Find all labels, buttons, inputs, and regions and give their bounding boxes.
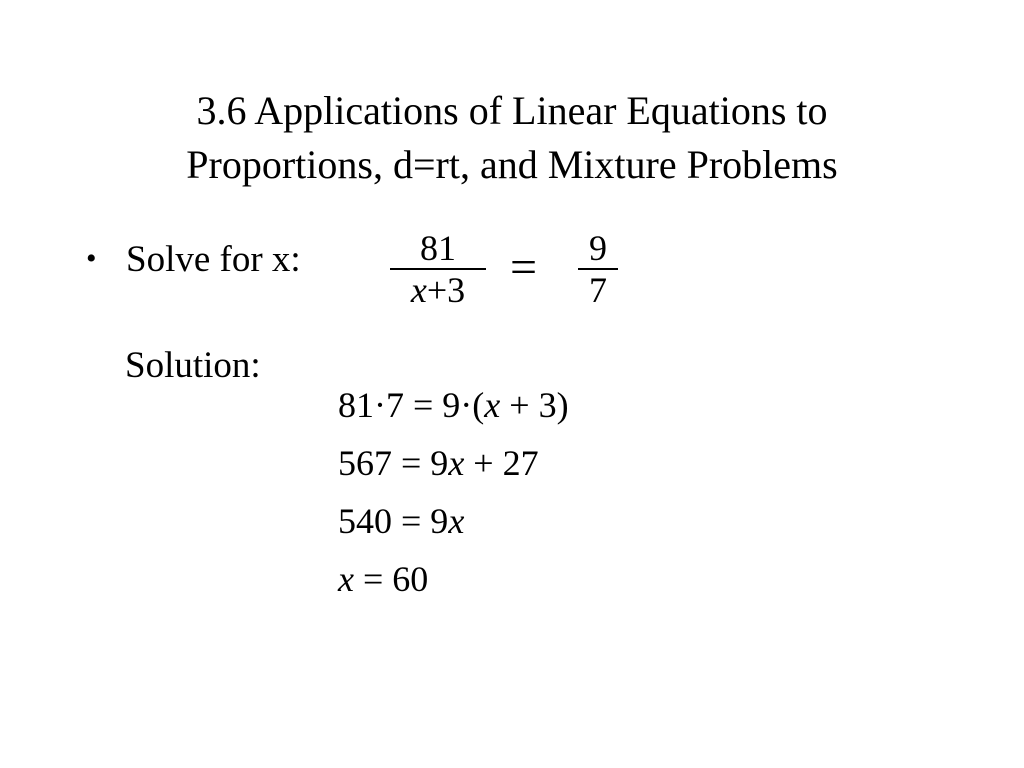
step-variable: x bbox=[448, 443, 465, 483]
bullet-icon: • bbox=[86, 242, 97, 275]
step-variable: x bbox=[484, 385, 501, 425]
solution-step bbox=[338, 494, 569, 552]
solution-step bbox=[338, 436, 569, 494]
solution-step bbox=[338, 378, 569, 436]
step-variable: x bbox=[448, 501, 465, 541]
equals-sign: = bbox=[510, 241, 538, 294]
right-numerator: 9 bbox=[589, 228, 607, 268]
title-line-2: Proportions, d=rt, and Mixture Problems bbox=[186, 142, 838, 187]
solution-label: Solution: bbox=[125, 345, 261, 386]
solve-prompt: Solve for x: bbox=[126, 238, 301, 280]
denominator-variable: x bbox=[410, 270, 427, 310]
left-denominator bbox=[405, 270, 471, 310]
step-text: + 3) bbox=[500, 385, 569, 425]
denominator-constant: +3 bbox=[426, 270, 466, 310]
title-line-1: 3.6 Applications of Linear Equations to bbox=[196, 88, 828, 133]
step-text: 81·7 = 9·( bbox=[338, 385, 485, 425]
step-variable: x bbox=[338, 559, 354, 599]
step-text: + 27 bbox=[464, 443, 539, 483]
right-denominator: 7 bbox=[589, 270, 607, 310]
left-numerator: 81 bbox=[420, 228, 456, 268]
left-fraction bbox=[390, 228, 486, 310]
solution-step bbox=[338, 552, 569, 610]
slide-title bbox=[0, 84, 1024, 192]
right-fraction bbox=[578, 228, 618, 310]
step-text: 567 = 9 bbox=[338, 443, 449, 483]
bullet-item bbox=[86, 234, 301, 284]
solution-steps bbox=[338, 378, 569, 610]
step-text: = 60 bbox=[353, 559, 429, 599]
step-text: 540 = 9 bbox=[338, 501, 449, 541]
